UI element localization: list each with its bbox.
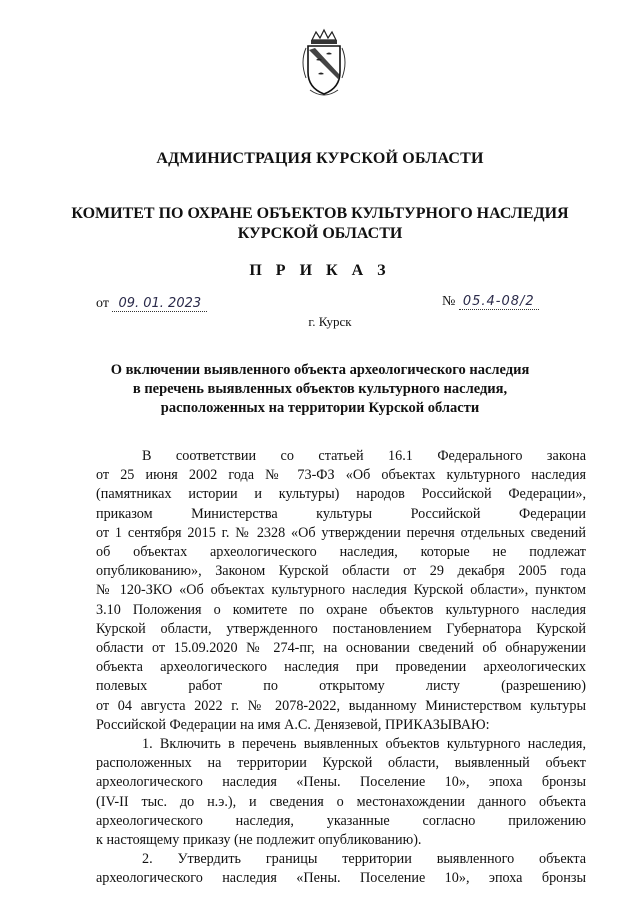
city-label: г. Курск bbox=[308, 314, 352, 329]
date-field bbox=[96, 296, 207, 312]
number-prefix: № bbox=[442, 294, 456, 309]
subject-line: в перечень выявленных объектов культурного наследия, bbox=[132, 381, 508, 397]
body-line: 2. Утвердить границы территории выявленного объекта bbox=[142, 851, 586, 868]
body-line: археологического наследия «Пены. Поселение 10», эпоха бронзы bbox=[96, 774, 586, 791]
body-line: об объектах археологического наследия, которые не подлежат bbox=[96, 544, 586, 561]
body-line: археологического наследия «Пены. Поселение 10», эпоха бронзы bbox=[96, 870, 586, 887]
body-line: полевых работ по открытому листу (разрешению) bbox=[96, 678, 586, 695]
document-body bbox=[96, 447, 586, 889]
subject-line: О включении выявленного объекта археологического наследия bbox=[110, 362, 530, 378]
committee-title-line1: КОМИТЕТ ПО ОХРАНЕ ОБЪЕКТОВ КУЛЬТУРНОГО НАСЛЕДИЯ bbox=[71, 205, 569, 222]
body-line: Российской Федерации на имя А.С. Денязевой, ПРИКАЗЫВАЮ: bbox=[96, 716, 490, 733]
date-value: 09. 01. 2023 bbox=[112, 296, 207, 312]
body-line: от 04 августа 2022 г. № 2078-2022, выданному Министерством культуры bbox=[96, 697, 586, 714]
body-line: от 25 июня 2002 года № 73-ФЗ «Об объектах культурного наследия bbox=[96, 467, 586, 484]
body-line: В соответствии со статьей 16.1 Федерального закона bbox=[142, 448, 586, 464]
administration-title: АДМИНИСТРАЦИЯ КУРСКОЙ ОБЛАСТИ bbox=[156, 150, 484, 167]
body-line: Курской области, утвержденного постановлением Губернатора Курской bbox=[96, 620, 586, 637]
document-type: П Р И К А З bbox=[249, 262, 391, 279]
number-value: 05.4-08/2 bbox=[459, 294, 539, 310]
date-prefix: от bbox=[96, 296, 109, 311]
body-line: (памятниках истории и культуры) народов Российской Федерации», bbox=[96, 486, 586, 503]
body-line: приказом Министерства культуры Российской Федерации bbox=[96, 505, 586, 522]
committee-title-line2: КУРСКОЙ ОБЛАСТИ bbox=[237, 225, 403, 242]
body-line: опубликованию», Законом Курской области от 29 декабря 2005 года bbox=[96, 563, 586, 580]
subject-line: расположенных на территории Курской области bbox=[160, 400, 480, 416]
body-line: объекта археологического наследия при проведении археологических bbox=[96, 659, 586, 676]
body-line: 3.10 Положения о комитете по охране объектов культурного наследия bbox=[96, 601, 586, 618]
body-line: к настоящему приказу (не подлежит опубликованию). bbox=[96, 832, 422, 849]
body-line: 1. Включить в перечень выявленных объектов культурного наследия, bbox=[142, 736, 586, 753]
body-line: расположенных на территории Курской области, выявленный объект bbox=[96, 755, 586, 772]
body-line: области от 15.09.2020 № 274-пг, на основании сведений об обнаружении bbox=[96, 640, 586, 657]
coat-of-arms-icon bbox=[296, 28, 352, 98]
body-line: № 120-ЗКО «Об объектах культурного наследия Курской области», пунктом bbox=[96, 582, 586, 599]
body-line: археологического наследия, указанные согласно приложению bbox=[96, 812, 586, 829]
body-line: (IV-II тыс. до н.э.), и сведения о местонахождении данного объекта bbox=[96, 793, 586, 810]
body-line: от 1 сентября 2015 г. № 2328 «Об утверждении перечня отдельных сведений bbox=[96, 524, 586, 541]
number-field bbox=[442, 294, 539, 310]
